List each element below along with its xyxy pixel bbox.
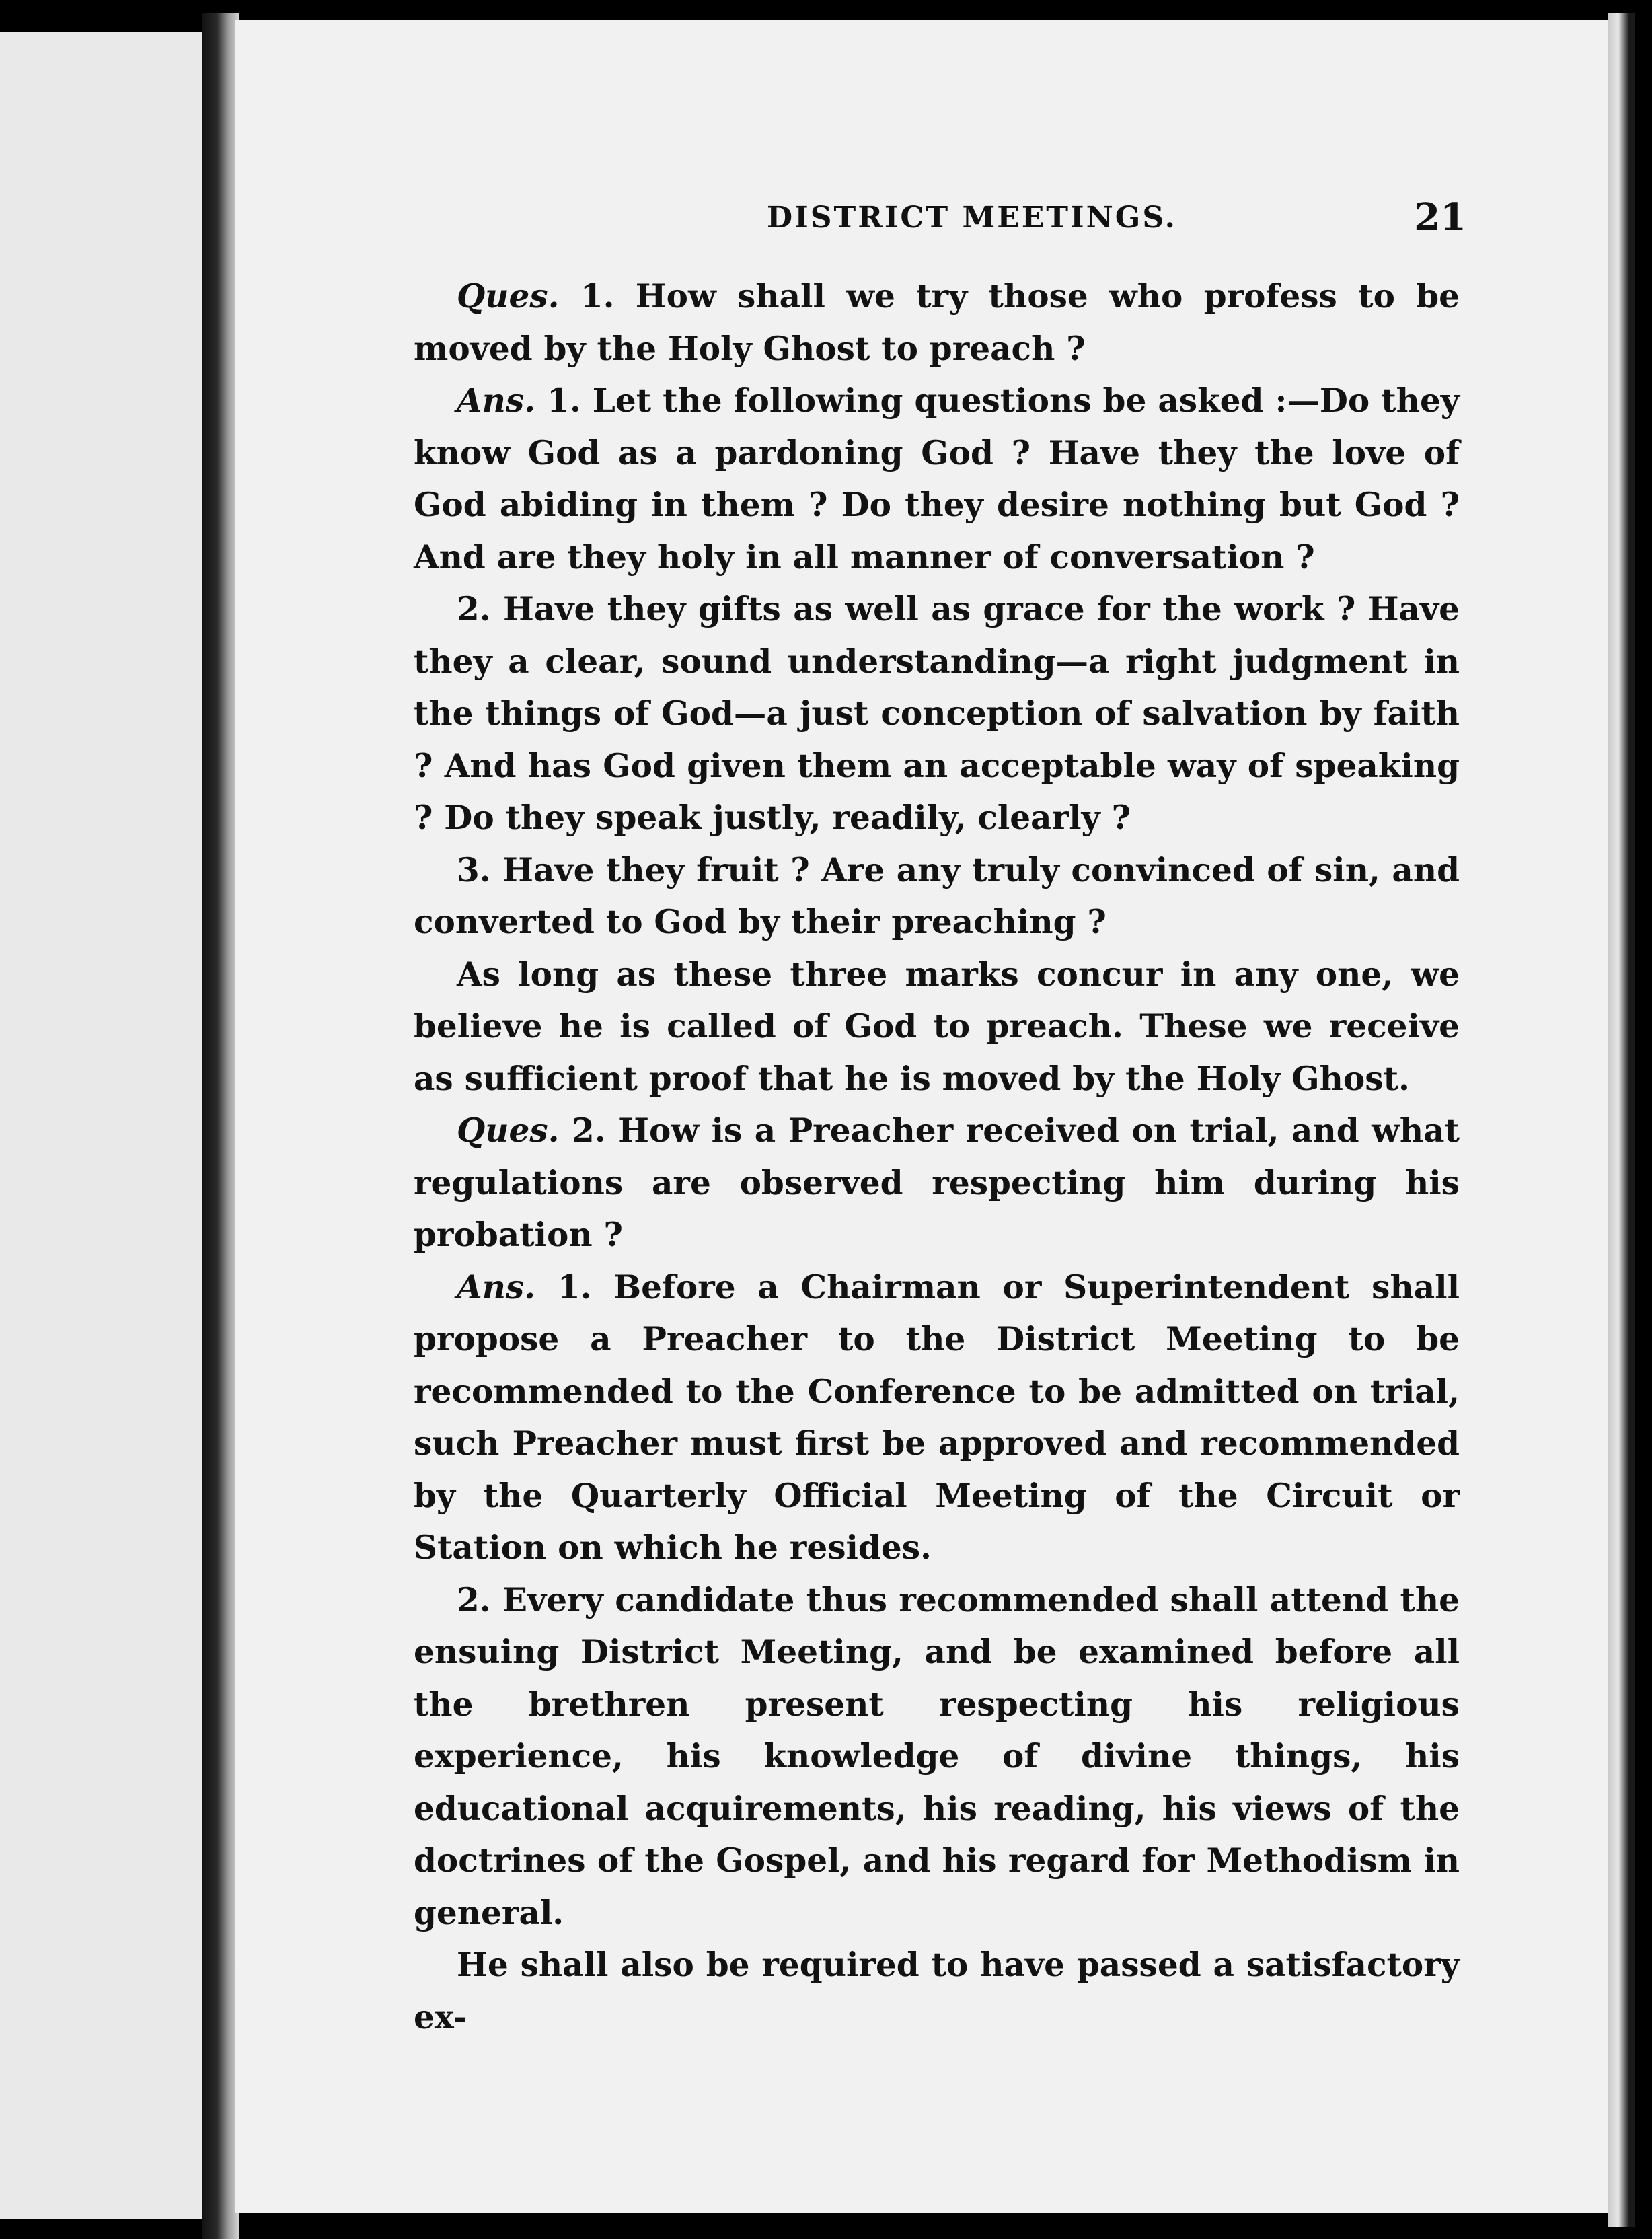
paragraph-label: Ans. bbox=[457, 1268, 536, 1307]
page-header bbox=[767, 195, 1466, 242]
paragraph-label: Ques. bbox=[457, 1111, 560, 1150]
paragraph-three-marks bbox=[414, 949, 1460, 1105]
running-head: DISTRICT MEETINGS. bbox=[767, 200, 1177, 235]
paragraph-text: 1. How shall we try those who profess to be moved by the Holy Ghost to preach ? bbox=[414, 277, 1460, 368]
page-right-edge bbox=[1608, 13, 1635, 2227]
paragraph-text: 1. Before a Chairman or Superintendent shall propose a Preacher to the District Meeting to be recommended to the Conference to be admitted on trial, such Preacher must first be approved and recommended by the Quarterly Official Meeting of the Circuit or Station on which he resides. bbox=[414, 1268, 1460, 1567]
book-gutter bbox=[202, 13, 239, 2239]
paragraph-ans-3 bbox=[414, 844, 1460, 949]
facing-page-edge bbox=[0, 32, 202, 2219]
paragraph-text: 1. Let the following questions be asked :—Do they know God as a pardoning God ? Have they the love of God abiding in them ? Do they desire nothing but God ? And are they holy in all manner of conversation ? bbox=[414, 381, 1460, 577]
paragraph-text: 2. Every candidate thus recommended shall attend the ensuing District Meeting, and be examined before all the brethren present respecting his religious experience, his knowledge of divine things, his educational acquirements, his reading, his views of the doctrines of the Gospel, and his regard for Methodism in general. bbox=[414, 1580, 1460, 1932]
paragraph-continuation bbox=[414, 1939, 1460, 2043]
paragraph-text: He shall also be required to have passed a satisfactory ex- bbox=[414, 1946, 1460, 2036]
page-number: 21 bbox=[1414, 195, 1466, 240]
page-body bbox=[414, 270, 1460, 2043]
paragraph-label: Ques. bbox=[457, 277, 560, 316]
paragraph-text: 2. Have they gifts as well as grace for the work ? Have they a clear, sound understanding—a right judgment in the things of God—a just conception of salvation by faith ? And has God given them an acceptable way of speaking ? Do they speak justly, readily, clearly ? bbox=[414, 590, 1460, 837]
paragraph-ans-1 bbox=[414, 375, 1460, 583]
paragraph-ques-2 bbox=[414, 1105, 1460, 1261]
paragraph-ques-2-ans-1 bbox=[414, 1261, 1460, 1574]
paragraph-ques-2-ans-2 bbox=[414, 1574, 1460, 1940]
paragraph-text: 3. Have they fruit ? Are any truly convinced of sin, and converted to God by their preaching ? bbox=[414, 850, 1460, 941]
paragraph-ans-2 bbox=[414, 583, 1460, 844]
paragraph-text: 2. How is a Preacher received on trial, and what regulations are observed respecting him during his probation ? bbox=[414, 1111, 1460, 1254]
paragraph-label: Ans. bbox=[457, 381, 536, 420]
paragraph-text: As long as these three marks concur in any one, we believe he is called of God to preach. These we receive as sufficient proof that he is moved by the Holy Ghost. bbox=[414, 955, 1460, 1098]
paragraph-ques-1 bbox=[414, 270, 1460, 375]
